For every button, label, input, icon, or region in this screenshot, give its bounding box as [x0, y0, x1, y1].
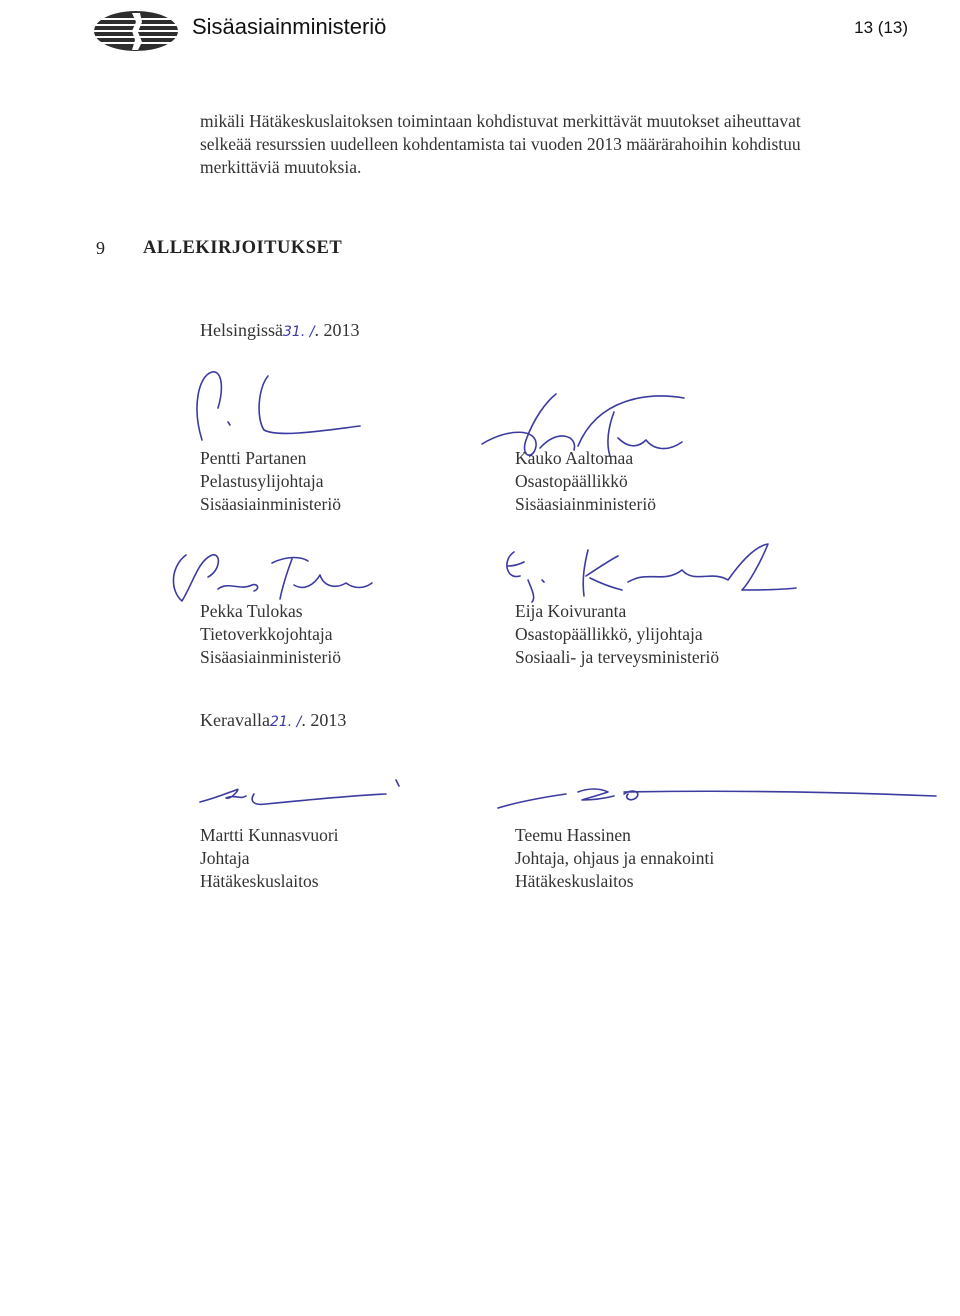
paragraph-line: selkeää resurssien uudelleen kohdentamista tai vuoden 2013 määrärahoihin kohdistuu [200, 134, 801, 154]
signatory-title: Johtaja, ohjaus ja ennakointi [515, 848, 715, 868]
signatory-org: Sisäasiainministeriö [200, 647, 341, 667]
signature-partanen-icon [188, 368, 368, 448]
handwritten-date: 21. / [269, 714, 302, 730]
signatory-tulokas [200, 600, 341, 669]
signatory-org: Sosiaali- ja terveysministeriö [515, 647, 720, 667]
date-place: Helsingissä [200, 320, 283, 340]
signatory-title: Osastopäällikkö, ylijohtaja [515, 624, 703, 644]
section-title: ALLEKIRJOITUKSET [143, 238, 343, 258]
signature-kunnasvuori-icon [196, 776, 406, 816]
signatory-hassinen [515, 824, 714, 893]
signatory-name: Pekka Tulokas [200, 601, 303, 621]
signatory-koivuranta [515, 600, 719, 669]
signature-koivuranta-icon [498, 540, 798, 606]
signatory-name: Teemu Hassinen [515, 825, 631, 845]
signatory-title: Tietoverkkojohtaja [200, 624, 333, 644]
signatory-title: Osastopäällikkö [515, 471, 628, 491]
ministry-logo-icon [92, 10, 180, 52]
signatory-title: Johtaja [200, 848, 250, 868]
helsinki-date-line [200, 320, 359, 341]
body-paragraph [200, 110, 890, 179]
section-number: 9 [96, 238, 105, 258]
signatory-org: Sisäasiainministeriö [515, 494, 656, 514]
paragraph-line: merkittäviä muutoksia. [200, 157, 362, 177]
signatory-org: Hätäkeskuslaitos [515, 871, 634, 891]
organization-name: Sisäasiainministeriö [192, 14, 387, 39]
page-number: 13 (13) [854, 18, 908, 37]
handwritten-date: 31. / [283, 324, 315, 340]
signature-tulokas-icon [168, 545, 378, 607]
signatory-name: Eija Koivuranta [515, 601, 627, 621]
signatory-name: Pentti Partanen [200, 448, 307, 468]
signature-hassinen-icon [478, 782, 938, 812]
date-place: Keravalla [200, 710, 270, 730]
signatory-aaltomaa [515, 447, 656, 516]
kerava-date-line [200, 710, 346, 731]
signatory-kunnasvuori [200, 824, 339, 893]
signatory-partanen [200, 447, 341, 516]
signatory-org: Sisäasiainministeriö [200, 494, 341, 514]
paragraph-line: mikäli Hätäkeskuslaitoksen toimintaan kohdistuvat merkittävät muutokset aiheuttavat [200, 111, 801, 131]
signatory-name: Martti Kunnasvuori [200, 825, 339, 845]
date-year: . 2013 [314, 320, 360, 340]
signatory-org: Hätäkeskuslaitos [200, 871, 319, 891]
date-year: . 2013 [301, 710, 347, 730]
signatory-title: Pelastusylijohtaja [200, 471, 324, 491]
signatory-name: Kauko Aaltomaa [515, 448, 634, 468]
